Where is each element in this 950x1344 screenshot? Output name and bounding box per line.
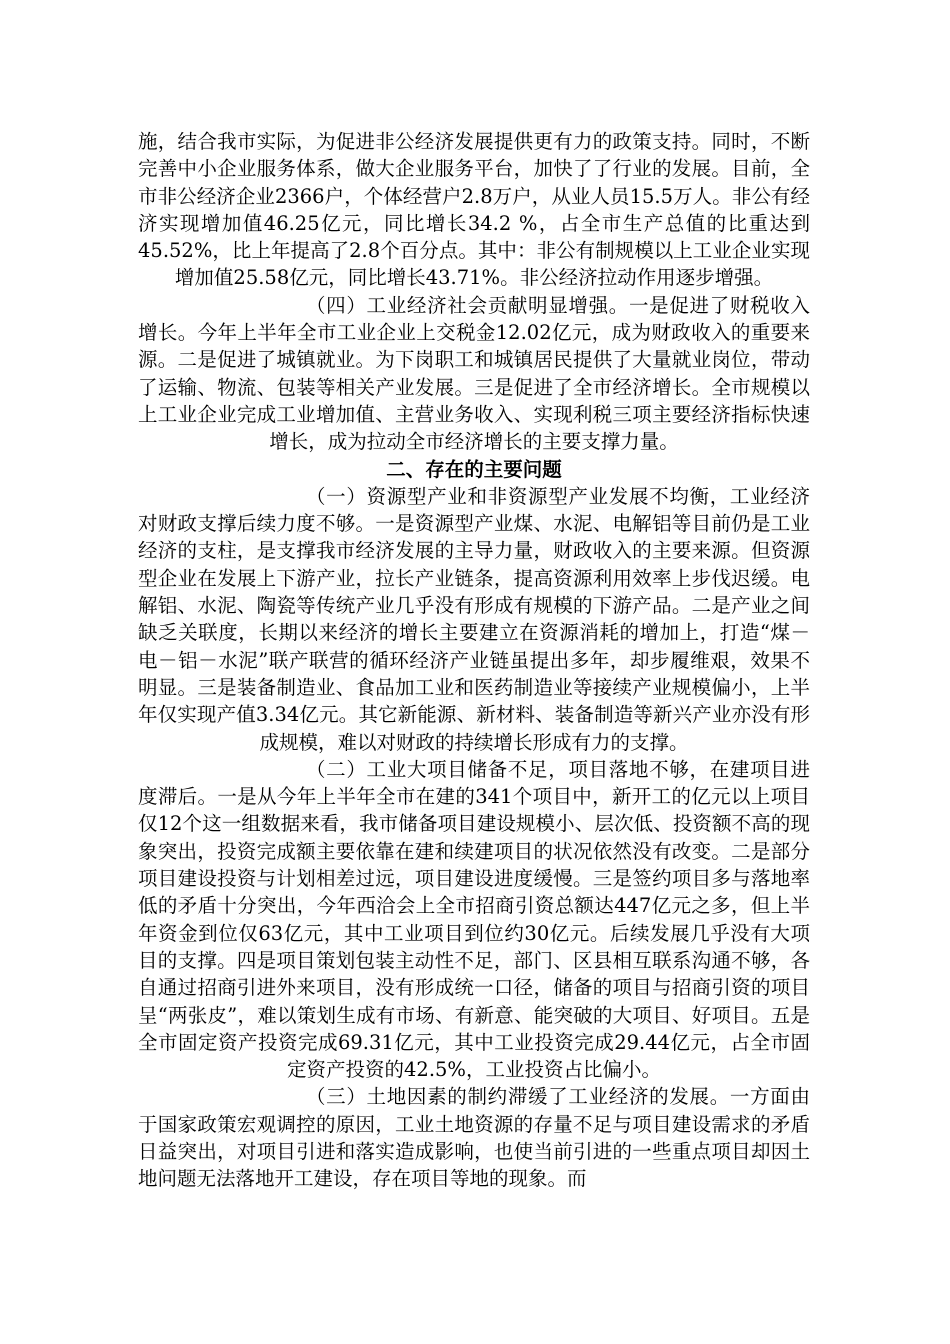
section-heading-main-problems: 二、存在的主要问题 [386, 457, 562, 481]
paragraph-nonpublic-economy: 施，结合我市实际，为促进非公经济发展提供更有力的政策支持。同时，不断完善中小企业服务体系，做大企业服务平台，加快了了行业的发展。目前，全市非公经济企业2366户，个体经营户2.8万户，从业人员15.5万人。非公有经济实现增加值46.25亿元，同比增长34.2 %，占全市生产总值的比重达到45.52%，比上年提高了2.8个百分点。其中：非公有制规模以上工业企业实现增加值25.58亿元，同比增长43.71%。非公经济拉动作用逐步增强。 [138, 130, 810, 290]
paragraph-social-contribution: （四）工业经济社会贡献明显增强。一是促进了财税收入增长。今年上半年全市工业企业上交税金12.02亿元，成为财政收入的重要来源。二是促进了城镇就业。为下岗职工和城镇居民提供了大量就业岗位，带动了运输、物流、包装等相关产业发展。三是促进了全市经济增长。全市规模以上工业企业完成工业增加值、主营业务收入、实现利税三项主要经济指标快速增长，成为拉动全市经济增长的主要支撑力量。 [138, 293, 810, 454]
paragraph-land-constraint: （三）土地因素的制约滞缓了工业经济的发展。一方面由于国家政策宏观调控的原因，工业土地资源的存量不足与项目建设需求的矛盾日益突出，对项目引进和落实造成影响，也使当前引进的一些重点项目却因土地问题无法落地开工建设，存在项目等地的现象。而 [138, 1085, 810, 1191]
document-page [138, 128, 810, 1193]
paragraph-industry-imbalance: （一）资源型产业和非资源型产业发展不均衡，工业经济对财政支撑后续力度不够。一是资源型产业煤、水泥、电解铝等目前仍是工业经济的支柱，是支撑我市经济发展的主导力量，财政收入的主要来源。但资源型企业在发展上下游产业，拉长产业链条，提高资源利用效率上步伐迟缓。电解铝、水泥、陶瓷等传统产业几乎没有形成有规模的下游产品。二是产业之间缺乏关联度，长期以来经济的增长主要建立在资源消耗的增加上，打造“煤－电－铝－水泥”联产联营的循环经济产业链虽提出多年，却步履维艰，效果不明显。三是装备制造业、食品加工业和医药制造业等接续产业规模偏小，上半年仅实现产值3.34亿元。其它新能源、新材料、装备制造等新兴产业亦没有形成规模，难以对财政的持续增长形成有力的支撑。 [138, 484, 810, 754]
paragraph-project-reserve: （二）工业大项目储备不足，项目落地不够，在建项目进度滞后。一是从今年上半年全市在建的341个项目中，新开工的亿元以上项目仅12个这一组数据来看，我市储备项目建设规模小、层次低、投资额不高的现象突出，投资完成额主要依靠在建和续建项目的状况依然没有改变。二是部分项目建设投资与计划相差过远，项目建设进度缓慢。三是签约项目多与落地率低的矛盾十分突出，今年西洽会上全市招商引资总额达447亿元之多，但上半年资金到位仅63亿元，其中工业项目到位约30亿元。后续发展几乎没有大项目的支撑。四是项目策划包装主动性不足，部门、区县相互联系沟通不够，各自通过招商引进外来项目，没有形成统一口径，储备的项目与招商引资的项目呈“两张皮”，难以策划生成有市场、有新意、能突破的大项目、好项目。五是全市固定资产投资完成69.31亿元，其中工业投资完成29.44亿元，占全市固定资产投资的42.5%，工业投资占比偏小。 [138, 757, 810, 1082]
